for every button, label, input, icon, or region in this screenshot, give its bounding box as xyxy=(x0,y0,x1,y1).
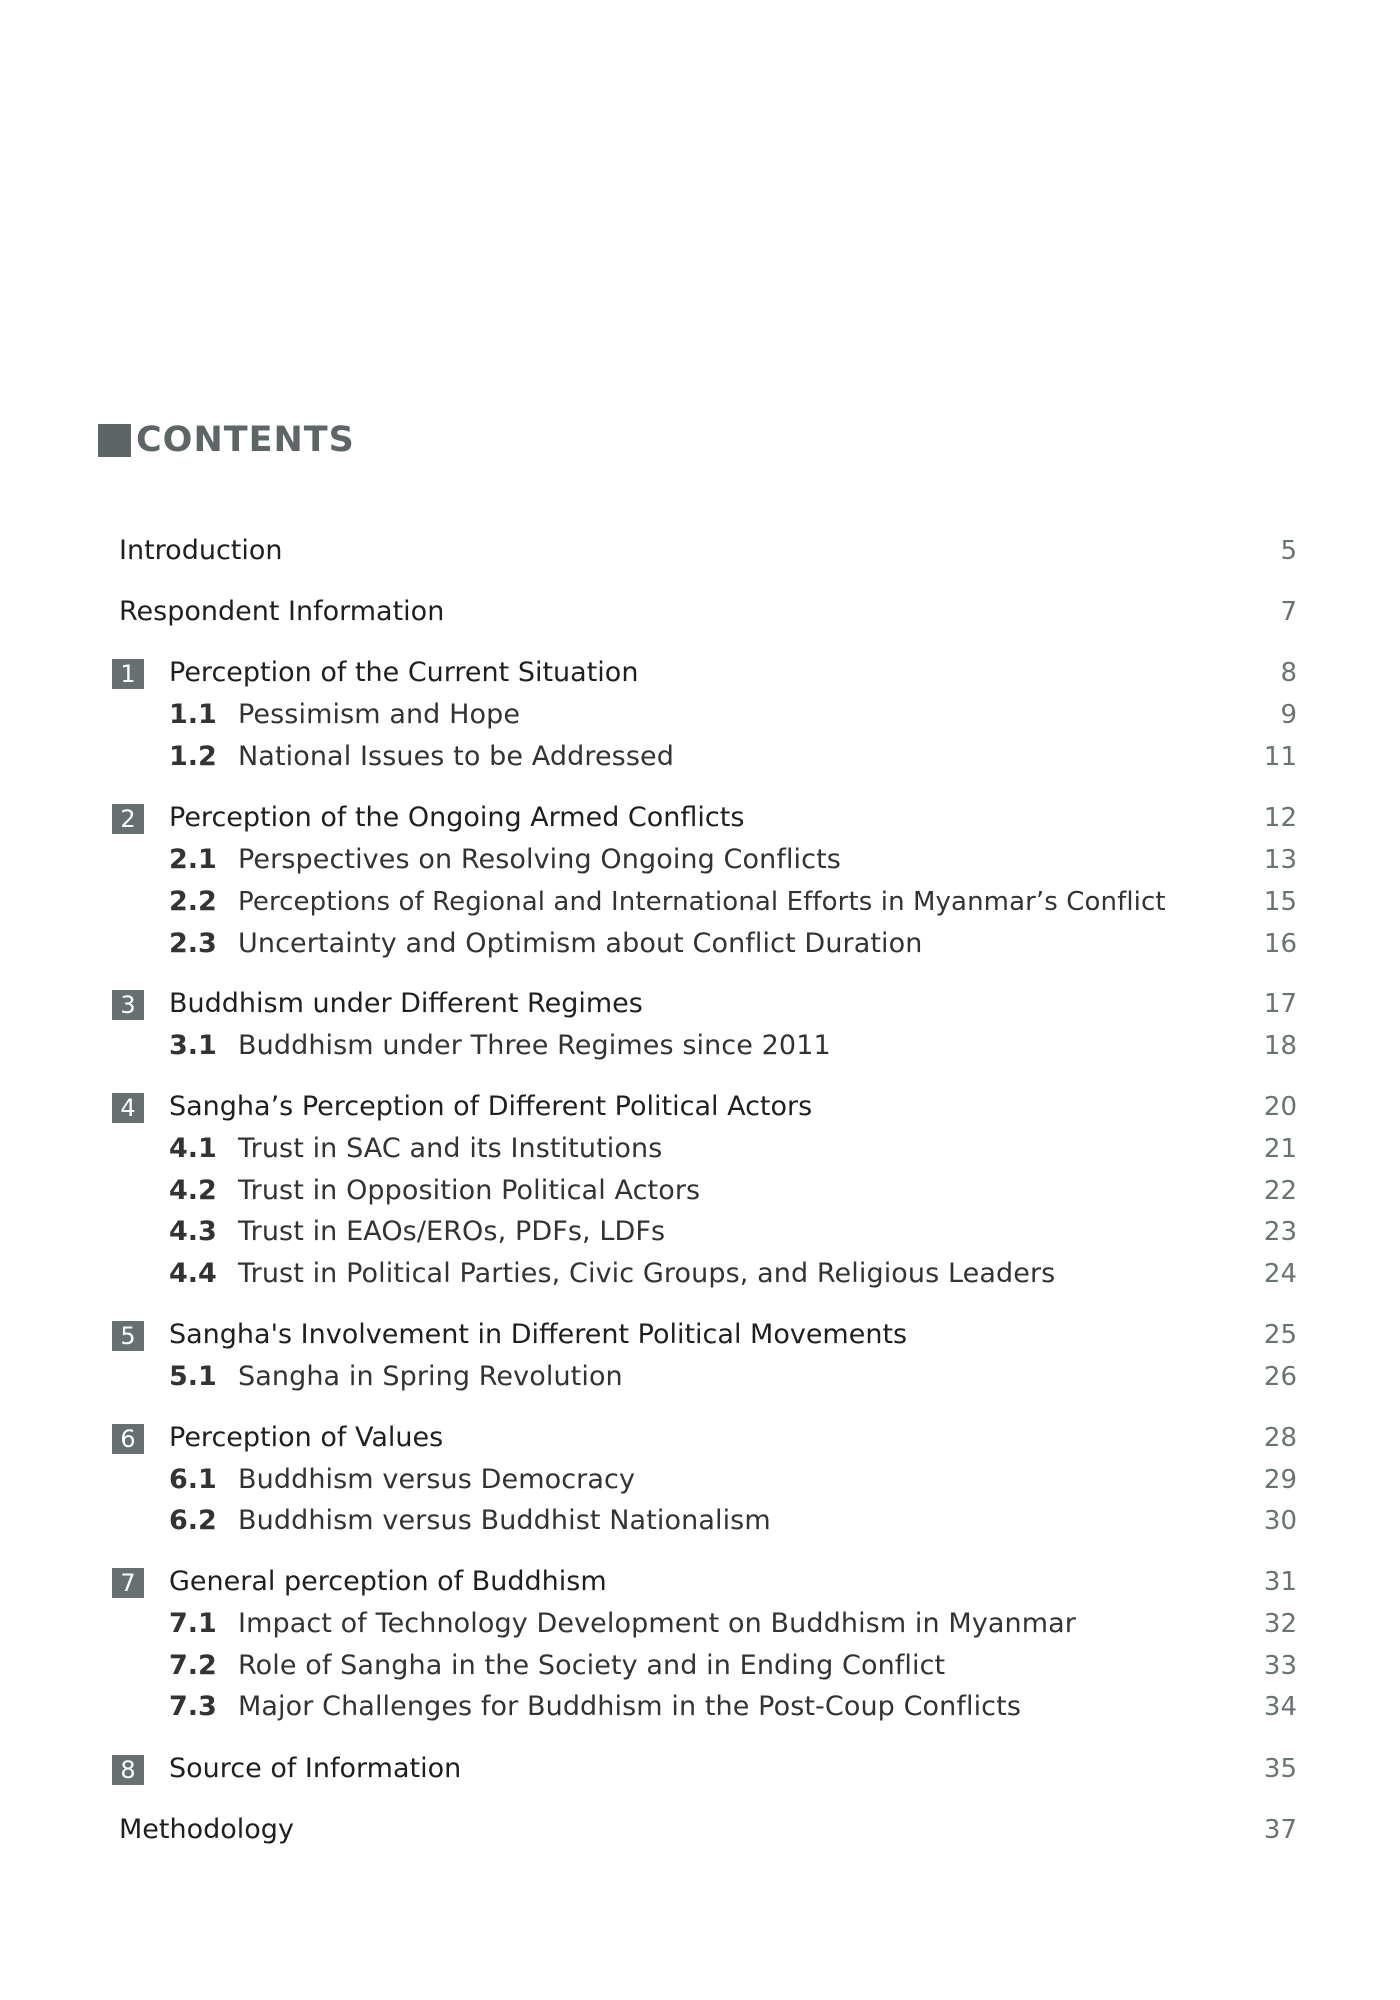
toc-page-number: 9 xyxy=(1280,700,1297,730)
toc-chapter-label: Sangha's Involvement in Different Political Movements xyxy=(169,1319,908,1350)
section-number: 4.1 xyxy=(169,1133,217,1164)
section-number: 2.2 xyxy=(169,886,217,917)
toc-page-number: 5 xyxy=(1280,536,1297,566)
toc-chapter-7[interactable] xyxy=(0,1562,1400,1602)
section-number: 2.1 xyxy=(169,844,217,875)
toc-chapter-label: Sangha’s Perception of Different Political Actors xyxy=(169,1091,813,1122)
toc-page-number: 32 xyxy=(1263,1609,1297,1639)
toc-page-number: 11 xyxy=(1263,742,1297,772)
toc-entry-respondent-information[interactable] xyxy=(0,592,1400,632)
toc-page-number: 33 xyxy=(1263,1651,1297,1681)
section-number: 4.2 xyxy=(169,1175,217,1206)
toc-chapter-8[interactable] xyxy=(0,1749,1400,1789)
section-number: 3.1 xyxy=(169,1030,217,1061)
toc-entry-label: Methodology xyxy=(119,1814,294,1845)
toc-page-number: 34 xyxy=(1263,1692,1297,1722)
chapter-number-badge: 2 xyxy=(112,804,144,834)
section-number: 4.3 xyxy=(169,1216,217,1247)
toc-chapter-1[interactable] xyxy=(0,653,1400,693)
toc-entry-label: Respondent Information xyxy=(119,596,445,627)
chapter-number-badge: 4 xyxy=(112,1093,144,1123)
toc-section-7-1[interactable] xyxy=(0,1604,1400,1644)
toc-page-number: 20 xyxy=(1263,1092,1297,1122)
toc-section-2-2[interactable] xyxy=(0,882,1400,922)
toc-page-number: 7 xyxy=(1280,597,1297,627)
toc-section-label: Uncertainty and Optimism about Conflict Duration xyxy=(238,928,923,959)
section-number: 5.1 xyxy=(169,1361,217,1392)
toc-chapter-label: Perception of Values xyxy=(169,1422,444,1453)
toc-section-7-2[interactable] xyxy=(0,1646,1400,1686)
toc-chapter-label: General perception of Buddhism xyxy=(169,1566,607,1597)
toc-section-4-3[interactable] xyxy=(0,1212,1400,1252)
toc-page-number: 15 xyxy=(1263,887,1297,917)
section-number: 7.3 xyxy=(169,1691,217,1722)
toc-section-label: Pessimism and Hope xyxy=(238,699,521,730)
toc-chapter-label: Perception of the Current Situation xyxy=(169,657,639,688)
toc-section-label: Trust in EAOs/EROs, PDFs, LDFs xyxy=(238,1216,666,1247)
toc-section-label: Trust in Political Parties, Civic Groups, and Religious Leaders xyxy=(238,1258,1056,1289)
chapter-number-badge: 7 xyxy=(112,1568,144,1598)
toc-chapter-label: Buddhism under Different Regimes xyxy=(169,988,643,1019)
toc-section-2-1[interactable] xyxy=(0,840,1400,880)
toc-section-4-1[interactable] xyxy=(0,1129,1400,1169)
section-number: 7.2 xyxy=(169,1650,217,1681)
toc-section-label: Major Challenges for Buddhism in the Post-Coup Conflicts xyxy=(238,1691,1021,1722)
chapter-number-badge: 1 xyxy=(112,659,144,689)
section-number: 6.1 xyxy=(169,1464,217,1495)
section-number: 6.2 xyxy=(169,1505,217,1536)
toc-page-number: 28 xyxy=(1263,1423,1297,1453)
toc-section-label: National Issues to be Addressed xyxy=(238,741,674,772)
toc-page-number: 8 xyxy=(1280,658,1297,688)
toc-section-label: Trust in SAC and its Institutions xyxy=(238,1133,663,1164)
toc-section-2-3[interactable] xyxy=(0,924,1400,964)
toc-page-number: 21 xyxy=(1263,1134,1297,1164)
toc-section-4-4[interactable] xyxy=(0,1254,1400,1294)
toc-chapter-label: Perception of the Ongoing Armed Conflicts xyxy=(169,802,745,833)
toc-page-number: 30 xyxy=(1263,1506,1297,1536)
section-number: 7.1 xyxy=(169,1608,217,1639)
toc-page-number: 23 xyxy=(1263,1217,1297,1247)
chapter-number-badge: 8 xyxy=(112,1755,144,1785)
toc-section-label: Perspectives on Resolving Ongoing Conflicts xyxy=(238,844,841,875)
chapter-number-badge: 6 xyxy=(112,1424,144,1454)
section-number: 4.4 xyxy=(169,1258,217,1289)
toc-entry-methodology[interactable] xyxy=(0,1810,1400,1850)
toc-chapter-label: Source of Information xyxy=(169,1753,462,1784)
toc-entry-introduction[interactable] xyxy=(0,531,1400,571)
toc-page-number: 37 xyxy=(1263,1815,1297,1845)
toc-section-5-1[interactable] xyxy=(0,1357,1400,1397)
toc-page-number: 29 xyxy=(1263,1465,1297,1495)
toc-section-1-2[interactable] xyxy=(0,737,1400,777)
toc-page-number: 13 xyxy=(1263,845,1297,875)
toc-chapter-2[interactable] xyxy=(0,798,1400,838)
toc-page-number: 24 xyxy=(1263,1259,1297,1289)
chapter-number-badge: 5 xyxy=(112,1321,144,1351)
toc-chapter-3[interactable] xyxy=(0,984,1400,1024)
toc-section-label: Buddhism versus Democracy xyxy=(238,1464,636,1495)
section-number: 2.3 xyxy=(169,928,217,959)
toc-page-number: 25 xyxy=(1263,1320,1297,1350)
toc-page-number: 18 xyxy=(1263,1031,1297,1061)
toc-section-label: Role of Sangha in the Society and in Ending Conflict xyxy=(238,1650,946,1681)
toc-chapter-5[interactable] xyxy=(0,1315,1400,1355)
toc-page-number: 31 xyxy=(1263,1567,1297,1597)
section-number: 1.1 xyxy=(169,699,217,730)
toc-section-6-1[interactable] xyxy=(0,1460,1400,1500)
toc-section-label: Trust in Opposition Political Actors xyxy=(238,1175,701,1206)
page-title: CONTENTS xyxy=(136,420,355,460)
chapter-number-badge: 3 xyxy=(112,990,144,1020)
toc-section-label: Buddhism versus Buddhist Nationalism xyxy=(238,1505,771,1536)
toc-page-number: 16 xyxy=(1263,929,1297,959)
toc-page-number: 12 xyxy=(1263,803,1297,833)
toc-chapter-4[interactable] xyxy=(0,1087,1400,1127)
section-number: 1.2 xyxy=(169,741,217,772)
toc-section-3-1[interactable] xyxy=(0,1026,1400,1066)
toc-section-label: Perceptions of Regional and International Efforts in Myanmar’s Conflict xyxy=(238,887,1166,917)
toc-section-label: Buddhism under Three Regimes since 2011 xyxy=(238,1030,831,1061)
toc-section-1-1[interactable] xyxy=(0,695,1400,735)
toc-page-number: 22 xyxy=(1263,1176,1297,1206)
toc-page-number: 35 xyxy=(1263,1754,1297,1784)
toc-section-4-2[interactable] xyxy=(0,1171,1400,1211)
toc-section-label: Sangha in Spring Revolution xyxy=(238,1361,623,1392)
toc-section-label: Impact of Technology Development on Buddhism in Myanmar xyxy=(238,1608,1077,1639)
toc-page-number: 17 xyxy=(1263,989,1297,1019)
toc-entry-label: Introduction xyxy=(119,535,283,566)
toc-section-7-3[interactable] xyxy=(0,1687,1400,1727)
toc-page-number: 26 xyxy=(1263,1362,1297,1392)
toc-section-6-2[interactable] xyxy=(0,1501,1400,1541)
toc-chapter-6[interactable] xyxy=(0,1418,1400,1458)
